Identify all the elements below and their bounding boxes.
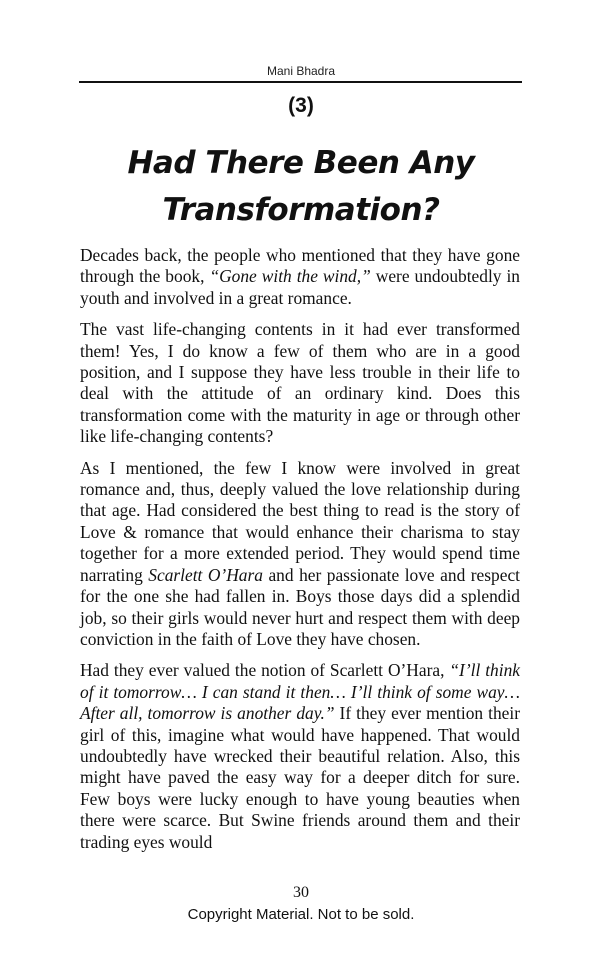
character-name: Scarlett O’Hara [148,564,263,585]
chapter-title-line-1: Had There Been Any [127,145,475,181]
header-rule [79,81,522,83]
paragraph-1 [80,245,520,309]
paragraph-4-text-a: Had they ever valued the notion of Scarlett O’Hara, [80,660,450,681]
paragraph-1-text-a: Decades back, the people who mentioned that they have gone through the book, [80,245,520,287]
chapter-title [80,140,522,234]
paragraph-3 [80,458,520,651]
paragraph-3-text-a: As I mentioned, the few I know were involved in great romance and, thus, deeply valued the love relationship during that age. Had considered the best thing to read is the story of Love & romance that would enhance their charisma to stay together for a more extended period. They would spend time narrating [80,457,520,585]
paragraph-4-text-c: If they ever mention their girl of this, imagine what would have happened. That would undoubtedly have wrecked their beautiful relation. Also, this might have paved the easy way for a deeper ditch for sure. Few boys were lucky enough to have young beauties when there were scarce. But Swine friends around them and their trading eyes would [80,703,520,852]
chapter-number: (3) [288,94,314,117]
copyright-notice: Copyright Material. Not to be sold. [187,906,415,923]
paragraph-2: The vast life-changing contents in it had ever transformed them! Yes, I do know a few of them who are in a good position, and I suppose they have less trouble in their life to deal with the attitude of an ordinary kind. Does this transformation come with the maturity in age or through other like life-changing contents? [80,319,520,447]
page-number: 30 [293,884,309,901]
paragraph-3-text-c: and her passionate love and respect for the one she had fallen in. Boys those days did a splendid job, so their girls would never hurt and respect them with deep conviction in the faith of Love they have chosen. [80,564,521,649]
paragraph-1-text-c: were undoubtedly in youth and involved in a great romance. [80,266,520,308]
paragraph-4 [80,660,520,853]
quotation: “I’ll think of it tomorrow… I can stand it then… I’ll think of some way… After all, tomorrow is another day.” [80,660,520,724]
book-title-quote: “Gone with the wind,” [209,266,371,287]
chapter-title-line-2: Transformation? [162,192,440,228]
body-text [80,245,520,863]
running-head-author: Mani Bhadra [266,64,336,78]
